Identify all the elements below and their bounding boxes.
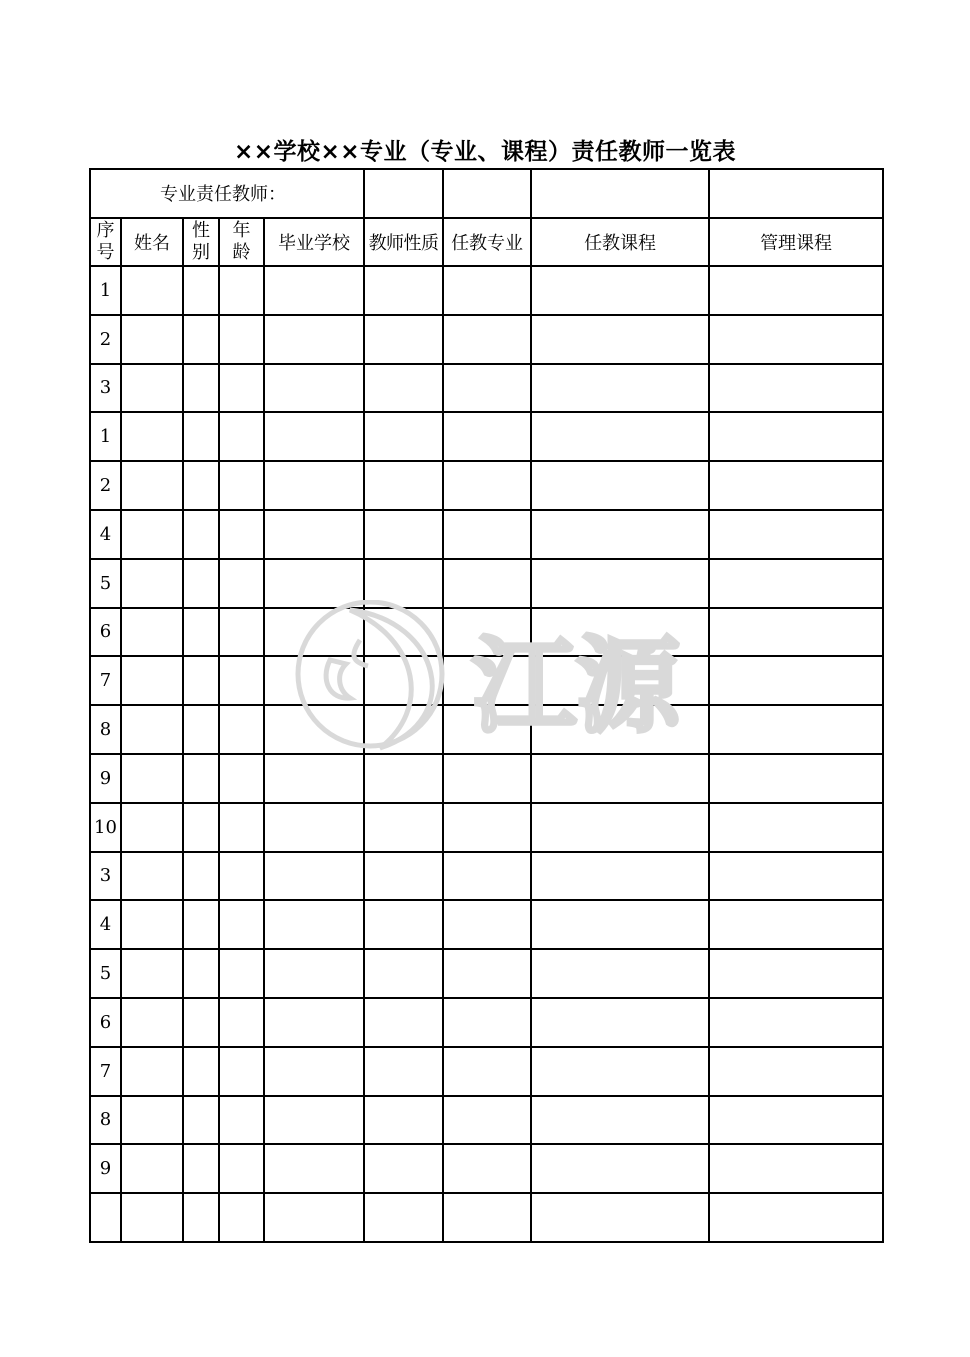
name-cell[interactable]	[121, 656, 183, 705]
gender-cell[interactable]	[183, 754, 219, 803]
header-course: 任教课程	[531, 218, 709, 266]
name-cell[interactable]	[121, 510, 183, 559]
school-cell[interactable]	[264, 852, 364, 901]
course-cell[interactable]	[531, 803, 709, 852]
name-cell[interactable]	[121, 315, 183, 364]
header-seq-line1: 序	[96, 220, 115, 241]
seq-cell	[90, 1193, 121, 1242]
name-cell[interactable]	[121, 705, 183, 754]
managed-course-cell[interactable]	[709, 461, 883, 510]
school-cell[interactable]	[264, 754, 364, 803]
teacher-type-cell[interactable]	[364, 608, 443, 657]
major-cell[interactable]	[443, 1047, 531, 1096]
seq-cell: 2	[90, 461, 121, 510]
course-cell[interactable]	[531, 998, 709, 1047]
seq-cell: 5	[90, 559, 121, 608]
major-cell[interactable]	[443, 412, 531, 461]
age-cell[interactable]	[219, 364, 264, 413]
age-cell[interactable]	[219, 852, 264, 901]
teacher-type-cell[interactable]	[364, 803, 443, 852]
age-cell[interactable]	[219, 1193, 264, 1242]
managed-course-cell[interactable]	[709, 559, 883, 608]
managed-course-cell[interactable]	[709, 1144, 883, 1193]
name-cell[interactable]	[121, 1047, 183, 1096]
course-cell[interactable]	[531, 900, 709, 949]
school-cell[interactable]	[264, 803, 364, 852]
school-cell[interactable]	[264, 1096, 364, 1145]
managed-course-cell[interactable]	[709, 656, 883, 705]
school-cell[interactable]	[264, 1193, 364, 1242]
school-cell[interactable]	[264, 266, 364, 315]
seq-cell: 2	[90, 315, 121, 364]
managed-course-cell[interactable]	[709, 754, 883, 803]
table-row	[90, 412, 883, 461]
managed-course-cell[interactable]	[709, 949, 883, 998]
name-cell[interactable]	[121, 266, 183, 315]
course-cell[interactable]	[531, 266, 709, 315]
teacher-type-cell[interactable]	[364, 998, 443, 1047]
course-cell[interactable]	[531, 852, 709, 901]
table-row	[90, 656, 883, 705]
seq-cell: 5	[90, 949, 121, 998]
header-gender-line1: 性	[192, 220, 210, 241]
header-school: 毕业学校	[264, 218, 364, 266]
table-row	[90, 900, 883, 949]
gender-cell[interactable]	[183, 1193, 219, 1242]
seq-cell: 1	[90, 412, 121, 461]
teacher-type-cell[interactable]	[364, 754, 443, 803]
header-gender-line2: 别	[192, 242, 210, 263]
gender-cell[interactable]	[183, 608, 219, 657]
teacher-row	[90, 169, 883, 218]
managed-course-cell[interactable]	[709, 1193, 883, 1242]
major-cell[interactable]	[443, 803, 531, 852]
course-cell[interactable]	[531, 461, 709, 510]
teacher-type-cell[interactable]	[364, 900, 443, 949]
teacher-type-cell[interactable]	[364, 412, 443, 461]
table-row	[90, 1047, 883, 1096]
name-cell[interactable]	[121, 1193, 183, 1242]
table-row	[90, 1193, 883, 1242]
teacher-cell[interactable]	[443, 169, 531, 218]
age-cell[interactable]	[219, 1144, 264, 1193]
header-seq-line2: 号	[96, 242, 115, 263]
major-cell[interactable]	[443, 1096, 531, 1145]
school-cell[interactable]	[264, 949, 364, 998]
school-cell[interactable]	[264, 461, 364, 510]
age-cell[interactable]	[219, 754, 264, 803]
age-cell[interactable]	[219, 266, 264, 315]
teacher-type-cell[interactable]	[364, 1193, 443, 1242]
age-cell[interactable]	[219, 803, 264, 852]
managed-course-cell[interactable]	[709, 900, 883, 949]
teacher-type-cell[interactable]	[364, 510, 443, 559]
seq-cell: 4	[90, 510, 121, 559]
major-cell[interactable]	[443, 364, 531, 413]
seq-cell: 10	[90, 803, 121, 852]
table-row	[90, 461, 883, 510]
table-row	[90, 998, 883, 1047]
header-age-line2: 龄	[232, 242, 251, 263]
watermark-text: 江源	[472, 625, 681, 747]
table-row	[90, 315, 883, 364]
managed-course-cell[interactable]	[709, 412, 883, 461]
age-cell[interactable]	[219, 949, 264, 998]
name-cell[interactable]	[121, 754, 183, 803]
header-seq	[90, 218, 121, 266]
managed-course-cell[interactable]	[709, 315, 883, 364]
managed-course-cell[interactable]	[709, 364, 883, 413]
course-cell[interactable]	[531, 1047, 709, 1096]
school-cell[interactable]	[264, 510, 364, 559]
course-cell[interactable]	[531, 754, 709, 803]
gender-cell[interactable]	[183, 559, 219, 608]
gender-cell[interactable]	[183, 852, 219, 901]
teacher-cell[interactable]	[364, 169, 443, 218]
seq-cell: 7	[90, 656, 121, 705]
table-row	[90, 608, 883, 657]
age-cell[interactable]	[219, 900, 264, 949]
name-cell[interactable]	[121, 900, 183, 949]
gender-cell[interactable]	[183, 266, 219, 315]
managed-course-cell[interactable]	[709, 1047, 883, 1096]
managed-course-cell[interactable]	[709, 1096, 883, 1145]
age-cell[interactable]	[219, 1047, 264, 1096]
name-cell[interactable]	[121, 1144, 183, 1193]
gender-cell[interactable]	[183, 1144, 219, 1193]
gender-cell[interactable]	[183, 900, 219, 949]
school-cell[interactable]	[264, 559, 364, 608]
major-cell[interactable]	[443, 705, 531, 754]
course-cell[interactable]	[531, 608, 709, 657]
managed-course-cell[interactable]	[709, 266, 883, 315]
teacher-type-cell[interactable]	[364, 705, 443, 754]
teacher-type-cell[interactable]	[364, 559, 443, 608]
name-cell[interactable]	[121, 559, 183, 608]
school-cell[interactable]	[264, 656, 364, 705]
header-major: 任教专业	[443, 218, 531, 266]
name-cell[interactable]	[121, 461, 183, 510]
gender-cell[interactable]	[183, 510, 219, 559]
age-cell[interactable]	[219, 1096, 264, 1145]
age-cell[interactable]	[219, 559, 264, 608]
major-cell[interactable]	[443, 754, 531, 803]
gender-cell[interactable]	[183, 949, 219, 998]
major-cell[interactable]	[443, 998, 531, 1047]
table-row	[90, 266, 883, 315]
seq-cell: 4	[90, 900, 121, 949]
table-row	[90, 754, 883, 803]
name-cell[interactable]	[121, 1096, 183, 1145]
teacher-type-cell[interactable]	[364, 364, 443, 413]
managed-course-cell[interactable]	[709, 998, 883, 1047]
course-cell[interactable]	[531, 949, 709, 998]
gender-cell[interactable]	[183, 315, 219, 364]
gender-cell[interactable]	[183, 705, 219, 754]
school-cell[interactable]	[264, 1144, 364, 1193]
teacher-type-cell[interactable]	[364, 1096, 443, 1145]
managed-course-cell[interactable]	[709, 852, 883, 901]
age-cell[interactable]	[219, 315, 264, 364]
course-cell[interactable]	[531, 510, 709, 559]
seq-cell: 9	[90, 1144, 121, 1193]
seq-cell: 3	[90, 852, 121, 901]
page-title: ××学校××专业（专业、课程）责任教师一览表	[233, 139, 737, 165]
major-cell[interactable]	[443, 852, 531, 901]
header-age	[219, 218, 264, 266]
managed-course-cell[interactable]	[709, 705, 883, 754]
course-cell[interactable]	[531, 412, 709, 461]
major-cell[interactable]	[443, 656, 531, 705]
seq-cell: 6	[90, 608, 121, 657]
age-cell[interactable]	[219, 510, 264, 559]
header-name: 姓名	[121, 218, 183, 266]
school-cell[interactable]	[264, 364, 364, 413]
teacher-type-cell[interactable]	[364, 656, 443, 705]
managed-course-cell[interactable]	[709, 803, 883, 852]
gender-cell[interactable]	[183, 803, 219, 852]
teacher-type-cell[interactable]	[364, 1144, 443, 1193]
table-row	[90, 803, 883, 852]
school-cell[interactable]	[264, 412, 364, 461]
course-cell[interactable]	[531, 364, 709, 413]
table-row	[90, 705, 883, 754]
table-row	[90, 364, 883, 413]
age-cell[interactable]	[219, 998, 264, 1047]
gender-cell[interactable]	[183, 1096, 219, 1145]
teacher-type-cell[interactable]	[364, 315, 443, 364]
name-cell[interactable]	[121, 364, 183, 413]
seq-cell: 6	[90, 998, 121, 1047]
course-cell[interactable]	[531, 1193, 709, 1242]
major-cell[interactable]	[443, 266, 531, 315]
gender-cell[interactable]	[183, 1047, 219, 1096]
teacher-label: 专业责任教师：	[90, 169, 364, 218]
header-row	[90, 218, 883, 266]
major-cell[interactable]	[443, 559, 531, 608]
teacher-cell[interactable]	[531, 169, 709, 218]
school-cell[interactable]	[264, 998, 364, 1047]
seq-cell: 1	[90, 266, 121, 315]
school-cell[interactable]	[264, 608, 364, 657]
header-managed-course: 管理课程	[709, 218, 883, 266]
name-cell[interactable]	[121, 949, 183, 998]
school-cell[interactable]	[264, 1047, 364, 1096]
age-cell[interactable]	[219, 412, 264, 461]
course-cell[interactable]	[531, 656, 709, 705]
age-cell[interactable]	[219, 656, 264, 705]
table-row	[90, 852, 883, 901]
header-teacher-type: 教师性质	[364, 218, 443, 266]
teacher-type-cell[interactable]	[364, 949, 443, 998]
gender-cell[interactable]	[183, 656, 219, 705]
teacher-cell[interactable]	[709, 169, 883, 218]
major-cell[interactable]	[443, 1144, 531, 1193]
name-cell[interactable]	[121, 412, 183, 461]
course-cell[interactable]	[531, 705, 709, 754]
age-cell[interactable]	[219, 705, 264, 754]
course-cell[interactable]	[531, 559, 709, 608]
major-cell[interactable]	[443, 1193, 531, 1242]
major-cell[interactable]	[443, 315, 531, 364]
header-gender	[183, 218, 219, 266]
table-row	[90, 1144, 883, 1193]
school-cell[interactable]	[264, 315, 364, 364]
seq-cell: 3	[90, 364, 121, 413]
major-cell[interactable]	[443, 461, 531, 510]
gender-cell[interactable]	[183, 998, 219, 1047]
school-cell[interactable]	[264, 705, 364, 754]
teacher-type-cell[interactable]	[364, 852, 443, 901]
seq-cell: 8	[90, 705, 121, 754]
teacher-type-cell[interactable]	[364, 461, 443, 510]
name-cell[interactable]	[121, 803, 183, 852]
age-cell[interactable]	[219, 608, 264, 657]
table-row	[90, 559, 883, 608]
major-cell[interactable]	[443, 900, 531, 949]
header-age-line1: 年	[232, 220, 251, 241]
course-cell[interactable]	[531, 1144, 709, 1193]
table-row	[90, 510, 883, 559]
course-cell[interactable]	[531, 1096, 709, 1145]
teacher-type-cell[interactable]	[364, 266, 443, 315]
table-row	[90, 1096, 883, 1145]
major-cell[interactable]	[443, 949, 531, 998]
table-row	[90, 949, 883, 998]
school-cell[interactable]	[264, 900, 364, 949]
teacher-table	[89, 168, 884, 1243]
gender-cell[interactable]	[183, 412, 219, 461]
name-cell[interactable]	[121, 852, 183, 901]
managed-course-cell[interactable]	[709, 510, 883, 559]
managed-course-cell[interactable]	[709, 608, 883, 657]
age-cell[interactable]	[219, 461, 264, 510]
seq-cell: 8	[90, 1096, 121, 1145]
major-cell[interactable]	[443, 510, 531, 559]
gender-cell[interactable]	[183, 364, 219, 413]
major-cell[interactable]	[443, 608, 531, 657]
gender-cell[interactable]	[183, 461, 219, 510]
course-cell[interactable]	[531, 315, 709, 364]
seq-cell: 7	[90, 1047, 121, 1096]
name-cell[interactable]	[121, 608, 183, 657]
seq-cell: 9	[90, 754, 121, 803]
teacher-type-cell[interactable]	[364, 1047, 443, 1096]
name-cell[interactable]	[121, 998, 183, 1047]
